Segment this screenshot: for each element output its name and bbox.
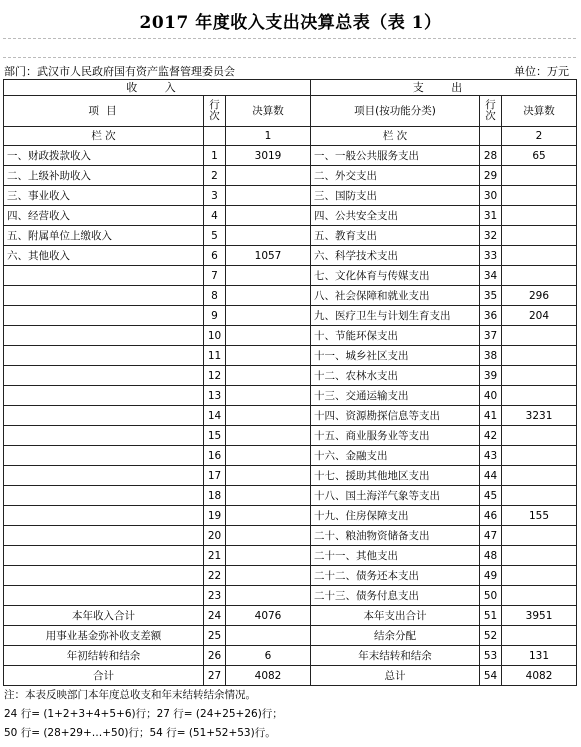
table-row	[4, 306, 577, 326]
department-label: 部门：武汉市人民政府国有资产监督管理委员会	[4, 65, 235, 78]
income-amount-cell: 1057	[226, 246, 311, 266]
expense-item-cell: 十一、城乡社区支出	[311, 346, 480, 366]
income-row-no-cell: 7	[204, 266, 226, 286]
table-row	[4, 346, 577, 366]
income-item-cell: 二、上级补助收入	[4, 166, 204, 186]
income-row-no-cell: 9	[204, 306, 226, 326]
income-item-cell: 五、附属单位上缴收入	[4, 226, 204, 246]
income-amount-cell	[226, 366, 311, 386]
summary-row	[4, 646, 577, 666]
table-row	[4, 566, 577, 586]
table-row	[4, 366, 577, 386]
income-item-cell	[4, 366, 204, 386]
income-item-cell	[4, 386, 204, 406]
income-row-no-cell: 12	[204, 366, 226, 386]
income-amount-cell	[226, 626, 311, 646]
expense-section-header: 支 出	[311, 80, 577, 96]
expense-item-cell: 七、文化体育与传媒支出	[311, 266, 480, 286]
income-amount-cell	[226, 586, 311, 606]
income-row-no-cell: 6	[204, 246, 226, 266]
income-column-index: 1	[226, 127, 311, 146]
income-row-no-cell: 1	[204, 146, 226, 166]
expense-amount-cell	[502, 426, 577, 446]
income-item-cell: 四、经营收入	[4, 206, 204, 226]
expense-row-no-cell: 29	[480, 166, 502, 186]
table-row	[4, 246, 577, 266]
expense-row-no-cell: 49	[480, 566, 502, 586]
report-title: 2017 年度收入支出决算总表（表 1）	[139, 13, 442, 33]
expense-amount-cell	[502, 446, 577, 466]
expense-amount-cell	[502, 466, 577, 486]
table-row	[4, 486, 577, 506]
expense-amount-cell	[502, 326, 577, 346]
expense-amount-cell: 296	[502, 286, 577, 306]
income-row-no-cell: 26	[204, 646, 226, 666]
expense-item-cell: 十六、金融支出	[311, 446, 480, 466]
income-row-no-cell: 11	[204, 346, 226, 366]
expense-item-cell: 本年支出合计	[311, 606, 480, 626]
income-item-cell: 一、财政拨款收入	[4, 146, 204, 166]
expense-amount-cell: 204	[502, 306, 577, 326]
unit-label: 单位：万元	[514, 65, 569, 78]
summary-row	[4, 626, 577, 646]
income-item-cell	[4, 306, 204, 326]
income-item-cell: 六、其他收入	[4, 246, 204, 266]
expense-row-no-cell: 44	[480, 466, 502, 486]
income-amount-cell	[226, 426, 311, 446]
header-row-columns	[4, 96, 577, 127]
expense-amount-cell: 155	[502, 506, 577, 526]
table-row	[4, 266, 577, 286]
expense-amount-cell: 131	[502, 646, 577, 666]
income-item-cell	[4, 326, 204, 346]
expense-amount-cell	[502, 206, 577, 226]
expense-amount-cell: 3951	[502, 606, 577, 626]
table-row	[4, 226, 577, 246]
income-row-no-cell: 13	[204, 386, 226, 406]
income-item-cell	[4, 466, 204, 486]
income-amount-cell	[226, 546, 311, 566]
expense-item-cell: 十七、援助其他地区支出	[311, 466, 480, 486]
expense-row-no-cell: 45	[480, 486, 502, 506]
expense-amount-cell	[502, 186, 577, 206]
footnotes	[4, 686, 283, 743]
expense-item-cell: 总计	[311, 666, 480, 686]
income-amount-cell	[226, 166, 311, 186]
expense-item-cell: 一、一般公共服务支出	[311, 146, 480, 166]
income-item-cell: 年初结转和结余	[4, 646, 204, 666]
expense-item-cell: 二、外交支出	[311, 166, 480, 186]
table-row	[4, 506, 577, 526]
income-row-no-cell: 27	[204, 666, 226, 686]
expense-item-cell: 年末结转和结余	[311, 646, 480, 666]
income-item-cell	[4, 426, 204, 446]
income-amount-cell: 4076	[226, 606, 311, 626]
expense-item-cell: 八、社会保障和就业支出	[311, 286, 480, 306]
expense-amount-header: 决算数	[502, 96, 577, 127]
expense-row-no-cell: 53	[480, 646, 502, 666]
expense-row-no-cell: 52	[480, 626, 502, 646]
income-amount-cell	[226, 206, 311, 226]
income-item-cell	[4, 546, 204, 566]
income-amount-cell	[226, 226, 311, 246]
expense-amount-cell: 3231	[502, 406, 577, 426]
footnote: 24 行= (1+2+3+4+5+6)行；27 行= (24+25+26)行；	[4, 708, 283, 720]
income-item-header: 项 目	[4, 96, 204, 127]
income-row-no-cell: 3	[204, 186, 226, 206]
income-amount-cell	[226, 406, 311, 426]
expense-row-no-cell: 46	[480, 506, 502, 526]
expense-row-no-cell: 51	[480, 606, 502, 626]
expense-amount-cell	[502, 566, 577, 586]
income-item-cell	[4, 586, 204, 606]
income-item-cell	[4, 526, 204, 546]
expense-item-cell: 二十一、其他支出	[311, 546, 480, 566]
table-row	[4, 186, 577, 206]
income-amount-cell	[226, 186, 311, 206]
expense-column-label: 栏 次	[311, 127, 480, 146]
expense-row-no-cell: 42	[480, 426, 502, 446]
expense-amount-cell: 4082	[502, 666, 577, 686]
income-amount-cell	[226, 326, 311, 346]
income-row-no-cell: 16	[204, 446, 226, 466]
income-item-cell	[4, 286, 204, 306]
income-row-no-cell: 10	[204, 326, 226, 346]
expense-amount-cell	[502, 526, 577, 546]
expense-item-cell: 十五、商业服务业等支出	[311, 426, 480, 446]
income-item-cell	[4, 266, 204, 286]
income-amount-cell: 6	[226, 646, 311, 666]
expense-item-cell: 十四、资源勘探信息等支出	[311, 406, 480, 426]
income-item-cell	[4, 566, 204, 586]
summary-row	[4, 666, 577, 686]
income-row-no-cell: 4	[204, 206, 226, 226]
expense-item-cell: 六、科学技术支出	[311, 246, 480, 266]
income-amount-cell	[226, 526, 311, 546]
expense-row-no-cell: 35	[480, 286, 502, 306]
expense-row-no-cell: 31	[480, 206, 502, 226]
expense-amount-cell	[502, 366, 577, 386]
income-row-no-cell: 15	[204, 426, 226, 446]
table-row	[4, 526, 577, 546]
header-row-column-index	[4, 127, 577, 146]
income-amount-cell	[226, 286, 311, 306]
table-row	[4, 206, 577, 226]
divider	[3, 57, 576, 58]
table-row	[4, 446, 577, 466]
expense-column-index: 2	[502, 127, 577, 146]
table-row	[4, 146, 577, 166]
income-amount-cell	[226, 486, 311, 506]
income-item-cell	[4, 446, 204, 466]
income-amount-cell	[226, 306, 311, 326]
expense-row-no-header: 行次	[480, 96, 502, 127]
income-item-cell: 三、事业收入	[4, 186, 204, 206]
expense-amount-cell: 65	[502, 146, 577, 166]
expense-row-no-cell: 40	[480, 386, 502, 406]
footnote: 注：本表反映部门本年度总收支和年末结转结余情况。	[4, 689, 256, 701]
income-item-cell: 本年收入合计	[4, 606, 204, 626]
expense-row-no-cell: 43	[480, 446, 502, 466]
expense-item-cell: 二十三、债务付息支出	[311, 586, 480, 606]
income-item-cell: 用事业基金弥补收支差额	[4, 626, 204, 646]
expense-row-no-cell: 54	[480, 666, 502, 686]
table-row	[4, 166, 577, 186]
table-row	[4, 386, 577, 406]
expense-amount-cell	[502, 546, 577, 566]
table-row	[4, 286, 577, 306]
expense-item-cell: 二十二、债务还本支出	[311, 566, 480, 586]
expense-row-no-cell: 34	[480, 266, 502, 286]
expense-item-cell: 十九、住房保障支出	[311, 506, 480, 526]
income-amount-cell: 4082	[226, 666, 311, 686]
divider	[3, 38, 576, 39]
income-row-no-header: 行次	[204, 96, 226, 127]
income-row-no-cell: 24	[204, 606, 226, 626]
expense-row-no-cell: 33	[480, 246, 502, 266]
expense-amount-cell	[502, 386, 577, 406]
expense-row-no-cell: 37	[480, 326, 502, 346]
expense-amount-cell	[502, 226, 577, 246]
expense-amount-cell	[502, 586, 577, 606]
summary-row	[4, 606, 577, 626]
expense-item-cell: 十二、农林水支出	[311, 366, 480, 386]
expense-item-cell: 十、节能环保支出	[311, 326, 480, 346]
expense-item-cell: 二十、粮油物资储备支出	[311, 526, 480, 546]
expense-item-cell: 十三、交通运输支出	[311, 386, 480, 406]
income-item-cell	[4, 486, 204, 506]
income-row-no-cell: 14	[204, 406, 226, 426]
income-row-no-cell: 2	[204, 166, 226, 186]
expense-amount-cell	[502, 166, 577, 186]
income-row-no-cell: 22	[204, 566, 226, 586]
table-row	[4, 546, 577, 566]
header-row-sections	[4, 80, 577, 96]
expense-row-no-cell: 41	[480, 406, 502, 426]
expense-item-cell: 九、医疗卫生与计划生育支出	[311, 306, 480, 326]
table-row	[4, 326, 577, 346]
income-row-no-cell: 21	[204, 546, 226, 566]
income-section-header: 收 入	[4, 80, 311, 96]
income-row-no-cell: 18	[204, 486, 226, 506]
income-column-label: 栏 次	[4, 127, 204, 146]
income-row-no-cell: 23	[204, 586, 226, 606]
expense-item-cell: 三、国防支出	[311, 186, 480, 206]
income-row-no-cell: 20	[204, 526, 226, 546]
expense-amount-cell	[502, 626, 577, 646]
expense-amount-cell	[502, 266, 577, 286]
table-row	[4, 426, 577, 446]
expense-row-no-cell: 47	[480, 526, 502, 546]
table-row	[4, 406, 577, 426]
expense-amount-cell	[502, 486, 577, 506]
income-amount-cell	[226, 446, 311, 466]
expense-row-no-cell: 30	[480, 186, 502, 206]
table-row	[4, 466, 577, 486]
income-expense-table	[3, 79, 577, 686]
expense-row-no-cell: 50	[480, 586, 502, 606]
income-item-cell: 合计	[4, 666, 204, 686]
income-item-cell	[4, 506, 204, 526]
income-row-no-cell: 25	[204, 626, 226, 646]
income-row-no-cell: 5	[204, 226, 226, 246]
expense-amount-cell	[502, 346, 577, 366]
income-amount-cell: 3019	[226, 146, 311, 166]
expense-item-cell: 结余分配	[311, 626, 480, 646]
income-row-no-cell: 19	[204, 506, 226, 526]
expense-row-no-cell: 36	[480, 306, 502, 326]
table-row	[4, 586, 577, 606]
income-amount-cell	[226, 506, 311, 526]
income-row-no-cell: 8	[204, 286, 226, 306]
income-amount-cell	[226, 466, 311, 486]
footnote: 50 行= (28+29+…+50)行；54 行= (51+52+53)行。	[4, 727, 276, 739]
income-row-no-cell: 17	[204, 466, 226, 486]
income-amount-cell	[226, 346, 311, 366]
expense-row-no-cell: 48	[480, 546, 502, 566]
expense-row-no-cell: 28	[480, 146, 502, 166]
expense-row-no-cell: 38	[480, 346, 502, 366]
expense-amount-cell	[502, 246, 577, 266]
income-item-cell	[4, 346, 204, 366]
income-amount-cell	[226, 386, 311, 406]
expense-row-no-cell: 39	[480, 366, 502, 386]
income-item-cell	[4, 406, 204, 426]
expense-item-cell: 四、公共安全支出	[311, 206, 480, 226]
expense-item-cell: 五、教育支出	[311, 226, 480, 246]
expense-row-no-cell: 32	[480, 226, 502, 246]
income-amount-cell	[226, 566, 311, 586]
expense-item-header: 项目(按功能分类)	[311, 96, 480, 127]
income-amount-header: 决算数	[226, 96, 311, 127]
income-amount-cell	[226, 266, 311, 286]
expense-item-cell: 十八、国土海洋气象等支出	[311, 486, 480, 506]
